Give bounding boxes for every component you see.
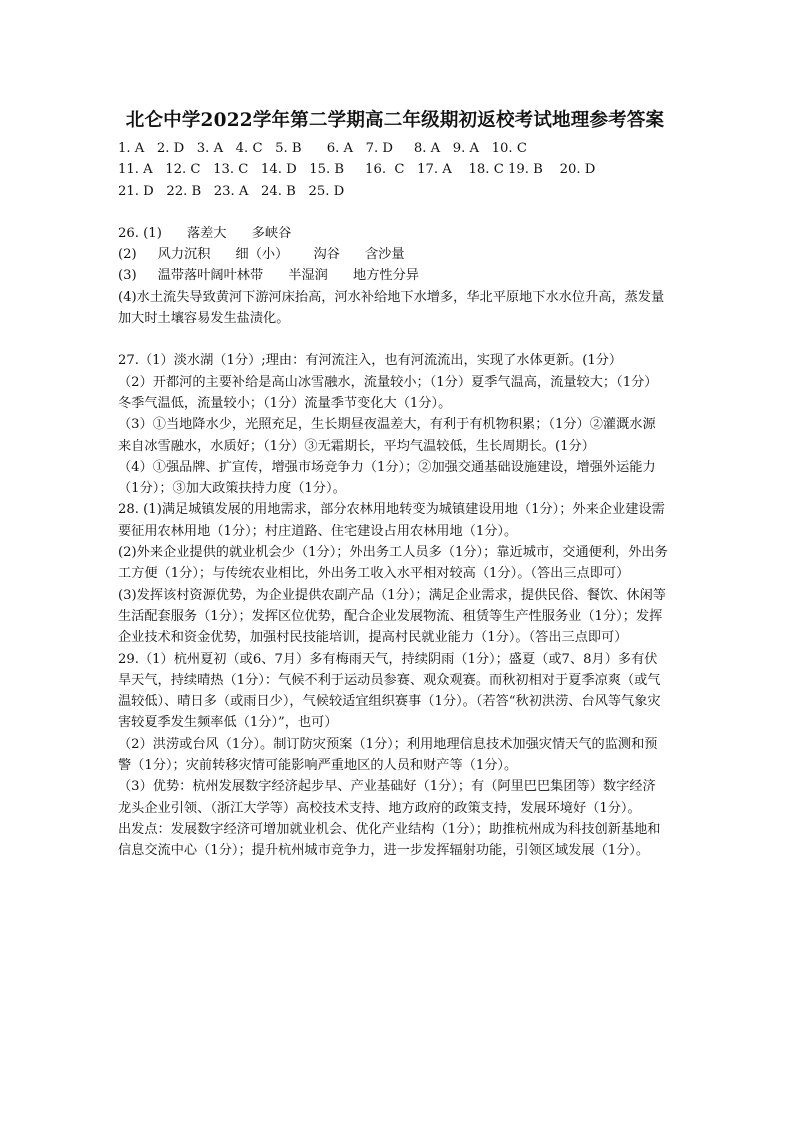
spacer	[118, 329, 668, 350]
q26-part-4: (4)水土流失导致黄河下游河床抬高，河水补给地下水增多，华北平原地下水水位升高，蒸发量加大时土壤容易发生盐渍化。	[118, 289, 665, 327]
question-27-answers	[118, 350, 668, 499]
q29-part-3: （3）优势：杭州发展数字经济起步早、产业基础好（1分）；有（阿里巴巴集团等）数字经济龙头企业引领、（浙江大学等）高校技术支持、地方政府的政策支持，发展环境好（1分）。	[118, 779, 656, 816]
mc-row-2: 11. A 12. C 13. C 14. D 15. B 16. C 17. A 18. C 19. B 20. D	[118, 162, 596, 178]
q29-part-1: 29.（1）杭州夏初（或6、7月）多有梅雨天气，持续阴雨（1分）；盛夏（或7、8月）多有伏旱天气，持续晴热（1分）：气候不利于运动员参赛、观众观赛。而秋初相对于夏季凉爽（或气温较低）、晴日多（或雨日少），气候较适宜组织赛事（1分）。（若答“秋初洪涝、台风等气象灾害较夏季发生频率低（1分）”，也可）	[118, 651, 661, 731]
q26-part-3: (3) 温带落叶阔叶林带 半湿润 地方性分异	[118, 268, 419, 284]
question-28-answers	[118, 499, 668, 648]
q26-part-1: 26. (1) 落差大 多峡谷	[118, 225, 292, 241]
q29-part-4: 出发点：发展数字经济可增加就业机会、优化产业结构（1分）；助推杭州成为科技创新基地和信息交流中心（1分）；提升杭州城市竞争力，进一步发挥辐射功能，引领区域发展（1分）。	[118, 821, 661, 859]
question-29-answers	[118, 649, 668, 862]
question-26-answers	[118, 223, 668, 329]
q27-part-4: （4）①强品牌、扩宣传，增强市场竞争力（1分）；②加强交通基础设施建设，增强外运能力（1分）；③加大政策扶持力度（1分）。	[118, 459, 656, 497]
page-title: 北仑中学2022学年第二学期高二年级期初返校考试地理参考答案	[125, 110, 665, 131]
q27-part-3: （3）①当地降水少，光照充足，生长期昼夜温差大，有利于有机物积累；（1分）②灌溉水源来自冰雪融水，水质好；（1分）③无霜期长，平均气温较低，生长周期长。(1分）	[118, 417, 656, 454]
q29-part-2: （2）洪涝或台风（1分）。制订防灾预案（1分）；利用地理信息技术加强灾情天气的监测和预警（1分）；灾前转移灾情可能影响严重地区的人员和财产等（1分）。	[118, 736, 658, 774]
multiple-choice-answers	[118, 138, 668, 202]
q27-part-2: （2）开都河的主要补给是高山冰雪融水，流量较小；（1分）夏季气温高，流量较大；（1分）冬季气温低，流量较小；（1分）流量季节变化大（1分）。	[118, 374, 658, 411]
mc-row-3: 21. D 22. B 23. A 24. B 25. D	[118, 183, 345, 199]
q28-part-2: (2)外来企业提供的就业机会少（1分）；外出务工人员多（1分）；靠近城市，交通便利，外出务工方便（1分）；与传统农业相比，外出务工收入水平相对较高（1分）。（答出三点即可）	[118, 545, 668, 582]
q28-part-1: 28. (1)满足城镇发展的用地需求，部分农林用地转变为城镇建设用地（1分）；外来企业建设需要征用农林用地（1分）；村庄道路、住宅建设占用农林用地（1分）。	[118, 502, 665, 539]
q28-part-3: (3)发挥该村资源优势，为企业提供农副产品（1分）；满足企业需求，提供民俗、餐饮、休闲等生活配套服务（1分）；发挥区位优势，配合企业发展物流、租赁等生产性服务业（1分）；发挥企业技术和资金优势，加强村民技能培训，提高村民就业能力（1分）。（答出三点即可）	[118, 587, 666, 646]
q27-part-1: 27.（1）淡水湖（1分）;理由：有河流注入，也有河流流出，实现了水体更新。(1分）	[118, 353, 623, 369]
q26-part-2: (2) 风力沉积 细（小） 沟谷 含沙量	[118, 247, 405, 263]
spacer	[118, 202, 668, 223]
mc-row-1: 1. A 2. D 3. A 4. C 5. B 6. A 7. D 8. A 9. A 10. C	[118, 141, 527, 156]
